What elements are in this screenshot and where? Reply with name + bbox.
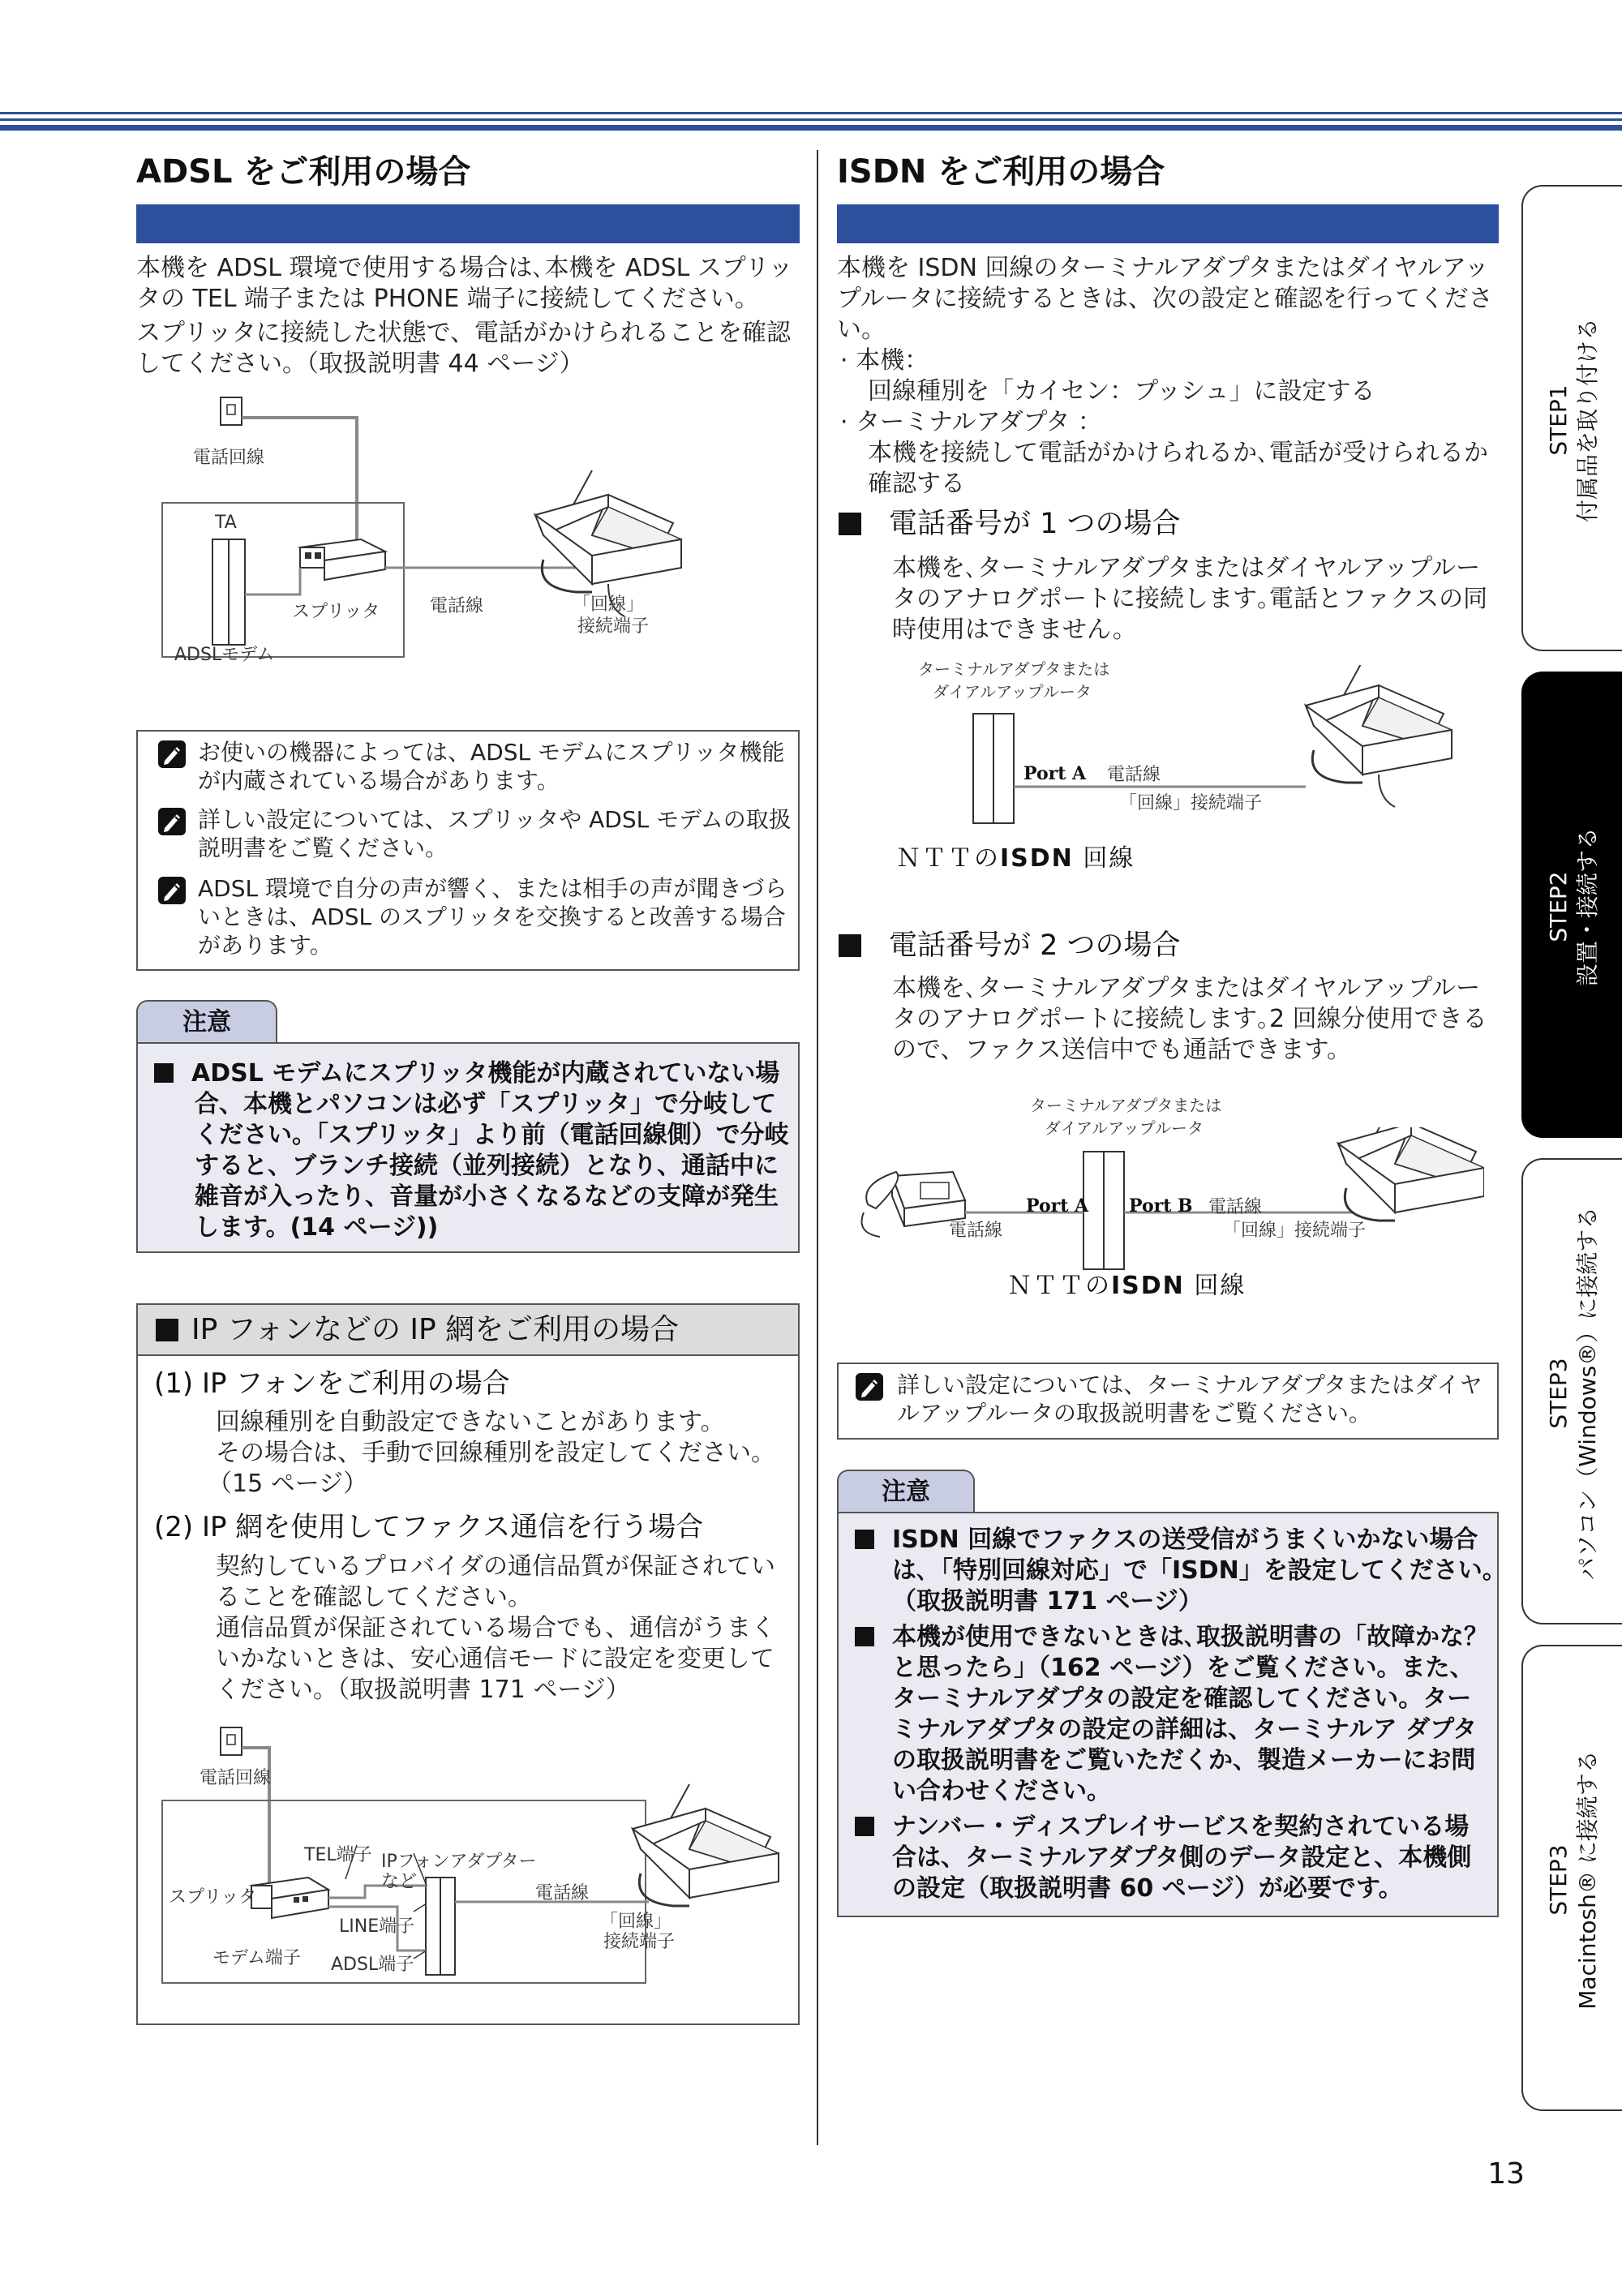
port-a-label: Port A (1023, 763, 1087, 784)
side-tab-text: STEP3 Macintosh® に接続する (1545, 1750, 1601, 2010)
fax-machine-icon (1338, 1127, 1484, 1221)
side-tab-text: STEP2 設置・接続する (1545, 827, 1601, 987)
column-divider (817, 150, 818, 2145)
diagram-label: 電話線 (430, 596, 484, 616)
diagram-label: 電話線 (949, 1221, 1003, 1241)
diagram-label: ターミナルアダプタまたは (1030, 1096, 1222, 1115)
note-text: があります。 (198, 932, 333, 959)
diagram-label: ダイアルアップルータ (933, 682, 1092, 702)
isdn-title: ISDN をご利用の場合 (837, 153, 1165, 191)
top-rule (0, 118, 1622, 121)
top-rule (0, 112, 1622, 114)
bullet-square-icon (839, 934, 861, 957)
caution-line: と思ったら」（162 ページ）をご覧ください。また、 (892, 1654, 1474, 1682)
caution-line: は､「特別回線対応」で「ISDN」を設定してください。 (892, 1556, 1507, 1585)
ip2-body-line: いかないときは、安心通信モードに設定を変更して (216, 1645, 775, 1673)
caution-line: い合わせください。 (892, 1777, 1111, 1805)
side-tab-step3-macintosh[interactable] (1521, 1645, 1622, 2111)
note-text: ルアップルータの取扱説明書をご覧ください。 (897, 1400, 1371, 1427)
two-number-body: 本機を､ターミナルアダプタまたはダイヤルアップルー (892, 974, 1481, 1002)
caution-line: 合は、ターミナルアダプタ側のデータ設定と、本機側 (892, 1843, 1472, 1872)
ip2-heading: (2) IP 網を使用してファクス通信を行う場合 (154, 1511, 704, 1543)
side-tab-step3-windows[interactable] (1521, 1158, 1622, 1624)
adsl-body-line: タの TEL 端子または PHONE 端子に接続してください。 (136, 285, 759, 313)
note-text: お使いの機器によっては、ADSL モデムにスプリッタ機能 (198, 739, 785, 766)
diagram-label: ADSL端子 (331, 1955, 414, 1975)
diagram-label: スプリッタ (292, 602, 380, 622)
fax-machine-icon (1306, 665, 1452, 807)
diagram-label: 電話線 (535, 1883, 590, 1903)
memo-icon (157, 740, 187, 769)
ip2-body-line: ください。（取扱説明書 171 ページ） (216, 1676, 630, 1704)
page-number: 13 (1487, 2157, 1525, 2191)
terminal-adapter-icon (1083, 1152, 1124, 1269)
diagram-label: 電話線 (1107, 765, 1161, 785)
diagram-label: 「回線」接続端子 (1223, 1221, 1367, 1241)
diagram-label: TEL端子 (304, 1845, 372, 1865)
side-tab-text: STEP1 付属品を取り付ける (1545, 318, 1601, 523)
two-number-body: ので、ファクス送信中でも通話できます。 (892, 1036, 1352, 1064)
bullet-line: 確認する (868, 470, 965, 498)
bullet-line: · ターミナルアダプタ ： (840, 408, 1102, 436)
diagram-label: 「回線」接続端子 (1119, 793, 1263, 813)
top-rule (0, 125, 1622, 131)
bullet-line: · 本機： (840, 346, 929, 375)
one-number-body: タのアナログポートに接続します｡電話とファクスの同 (892, 585, 1488, 613)
isdn-body-line: 本機を ISDN 回線のターミナルアダプタまたはダイヤルアッ (837, 254, 1489, 282)
ip1-heading: (1) IP フォンをご利用の場合 (154, 1367, 510, 1400)
two-number-body: タのアナログポートに接続します｡2 回線分使用できる (892, 1005, 1487, 1033)
ip2-body-line: 契約しているプロバイダの通信品質が保証されてい (216, 1552, 775, 1581)
memo-icon (855, 1372, 884, 1401)
adsl-body-line: 本機を ADSL 環境で使用する場合は､本機を ADSL スプリッ (136, 254, 793, 282)
bullet-square-icon (855, 1530, 874, 1549)
ntt-isdn-label: ＮＴＴのISDN 回線 (896, 844, 1135, 873)
splitter-icon (251, 1878, 328, 1918)
one-number-body: 本機を､ターミナルアダプタまたはダイヤルアップルー (892, 554, 1481, 582)
diagram-label: 電話線 (1208, 1197, 1263, 1217)
ip1-body-line: その場合は、手動で回線種別を設定してください。 (216, 1439, 775, 1467)
adsl-title: ADSL をご利用の場合 (136, 153, 471, 191)
bullet-square-icon (154, 1063, 174, 1083)
side-tab-text: STEP3 パソコン（Windows®）に接続する (1545, 1206, 1601, 1581)
caution-line: の設定（取扱説明書 60 ページ）が必要です。 (892, 1874, 1403, 1903)
note-text: が内蔵されている場合があります。 (198, 767, 560, 794)
wall-jack-icon (221, 1727, 242, 1755)
caution-line: します。(14 ページ)) (195, 1213, 439, 1242)
side-tab-step2[interactable] (1521, 672, 1622, 1138)
side-tab-step1[interactable] (1521, 185, 1622, 651)
caution-line: （取扱説明書 171 ページ） (892, 1587, 1203, 1616)
isdn-body-line: プルータに接続するときは、次の設定と確認を行ってくださ (837, 285, 1493, 313)
diagram-label: TA (215, 513, 237, 533)
note-text: 説明書をご覧ください。 (198, 835, 448, 861)
adsl-body-line: スプリッタに接続した状態で、電話がかけられることを確認 (136, 319, 791, 347)
two-number-heading: 電話番号が 2 つの場合 (839, 929, 1181, 963)
caution-label: 注意 (136, 1000, 277, 1044)
isdn-body-line: い。 (837, 315, 886, 344)
diagram-label: 「回線」 (600, 1912, 672, 1932)
diagram-label: 接続端子 (603, 1932, 676, 1952)
splitter-icon (300, 539, 385, 580)
caution-line: ISDN 回線でファクスの送受信がうまくいかない場合 (855, 1525, 1478, 1556)
adsl-title-bar (136, 204, 800, 243)
diagram-label: IPフォンアダプター (381, 1852, 537, 1872)
wall-jack-icon (221, 397, 242, 425)
diagram-label: 電話回線 (193, 448, 265, 468)
one-number-body: 時使用はできません。 (892, 616, 1137, 644)
ip-adapter-icon (426, 1878, 455, 1975)
caution-line: ナンバー・ディスプレイサービスを契約されている場 (855, 1812, 1469, 1843)
ip2-body-line: ることを確認してください。 (216, 1583, 532, 1611)
port-b-label: Port B (1129, 1195, 1193, 1217)
caution-line: の取扱説明書をご覧いただくか、製造メーカーにお問 (892, 1746, 1476, 1775)
diagram-label: 電話回線 (200, 1768, 272, 1788)
diagram-label: LINE端子 (339, 1916, 415, 1937)
diagram-label: モデム端子 (212, 1948, 301, 1968)
caution-line: ください。「スプリッタ」より前（電話回線側）で分岐 (195, 1121, 789, 1149)
one-number-heading: 電話番号が 1 つの場合 (839, 507, 1181, 541)
bullet-square-icon (839, 513, 861, 535)
port-a-label: Port A (1026, 1195, 1089, 1217)
caution-line: ミナルアダプタの設定の詳細は、ターミナルア ダプタ (892, 1715, 1478, 1744)
caution-line: 本機が使用できないときは､取扱説明書の「故障かな？ (855, 1622, 1488, 1653)
diagram-label: 「回線」 (573, 594, 645, 615)
caution-line: 雑音が入ったり、音量が小さくなるなどの支障が発生 (195, 1182, 779, 1211)
caution-line: 合、本機とパソコンは必ず「スプリッタ」で分岐して (195, 1090, 776, 1118)
bullet-square-icon (855, 1627, 874, 1646)
bullet-line: 本機を接続して電話がかけられるか､電話が受けられるか (868, 439, 1488, 467)
bullet-square-icon (855, 1817, 874, 1836)
diagram-label: 接続端子 (577, 616, 650, 637)
diagram-label: ダイアルアップルータ (1045, 1118, 1204, 1138)
diagram-label: ターミナルアダプタまたは (918, 659, 1110, 679)
ip1-body-line: （15 ページ） (208, 1470, 368, 1498)
adsl-body-line: してください。（取扱説明書 44 ページ） (136, 350, 584, 378)
diagram-label: ADSLモデム (174, 645, 275, 665)
terminal-adapter-icon (973, 714, 1014, 823)
memo-icon (157, 876, 187, 905)
isdn-title-bar (837, 204, 1499, 243)
caution-line: ターミナルアダプタの設定を確認してください。ター (892, 1684, 1472, 1713)
note-text: 詳しい設定については、スプリッタや ADSL モデムの取扱 (198, 806, 792, 833)
ip1-body-line: 回線種別を自動設定できないことがあります。 (216, 1408, 725, 1436)
ntt-isdn-label: ＮＴＴのISDN 回線 (1007, 1272, 1247, 1300)
caution-line: ADSL モデムにスプリッタ機能が内蔵されていない場 (154, 1058, 779, 1089)
note-text: いときは、ADSL のスプリッタを交換すると改善する場合 (198, 903, 786, 930)
ip-section-title: IP フォンなどの IP 網をご利用の場合 (156, 1313, 679, 1347)
fax-machine-icon (633, 1784, 779, 1906)
bullet-square-icon (156, 1319, 178, 1341)
diagram-label: スプリッタ (169, 1887, 257, 1908)
memo-icon (157, 807, 187, 836)
bullet-line: 回線種別を「カイセン：プッシュ」に設定する (868, 377, 1375, 406)
caution-line: すると、ブランチ接続（並列接続）となり、通話中に (195, 1152, 779, 1180)
diagram-label: など (381, 1872, 418, 1892)
note-text: ADSL 環境で自分の声が響く、または相手の声が聞きづら (198, 875, 787, 902)
note-text: 詳しい設定については、ターミナルアダプタまたはダイヤ (897, 1371, 1483, 1398)
adsl-modem-icon (212, 539, 245, 645)
caution-label: 注意 (837, 1470, 975, 1513)
ip2-body-line: 通信品質が保証されている場合でも、通信がうまく (216, 1614, 775, 1642)
